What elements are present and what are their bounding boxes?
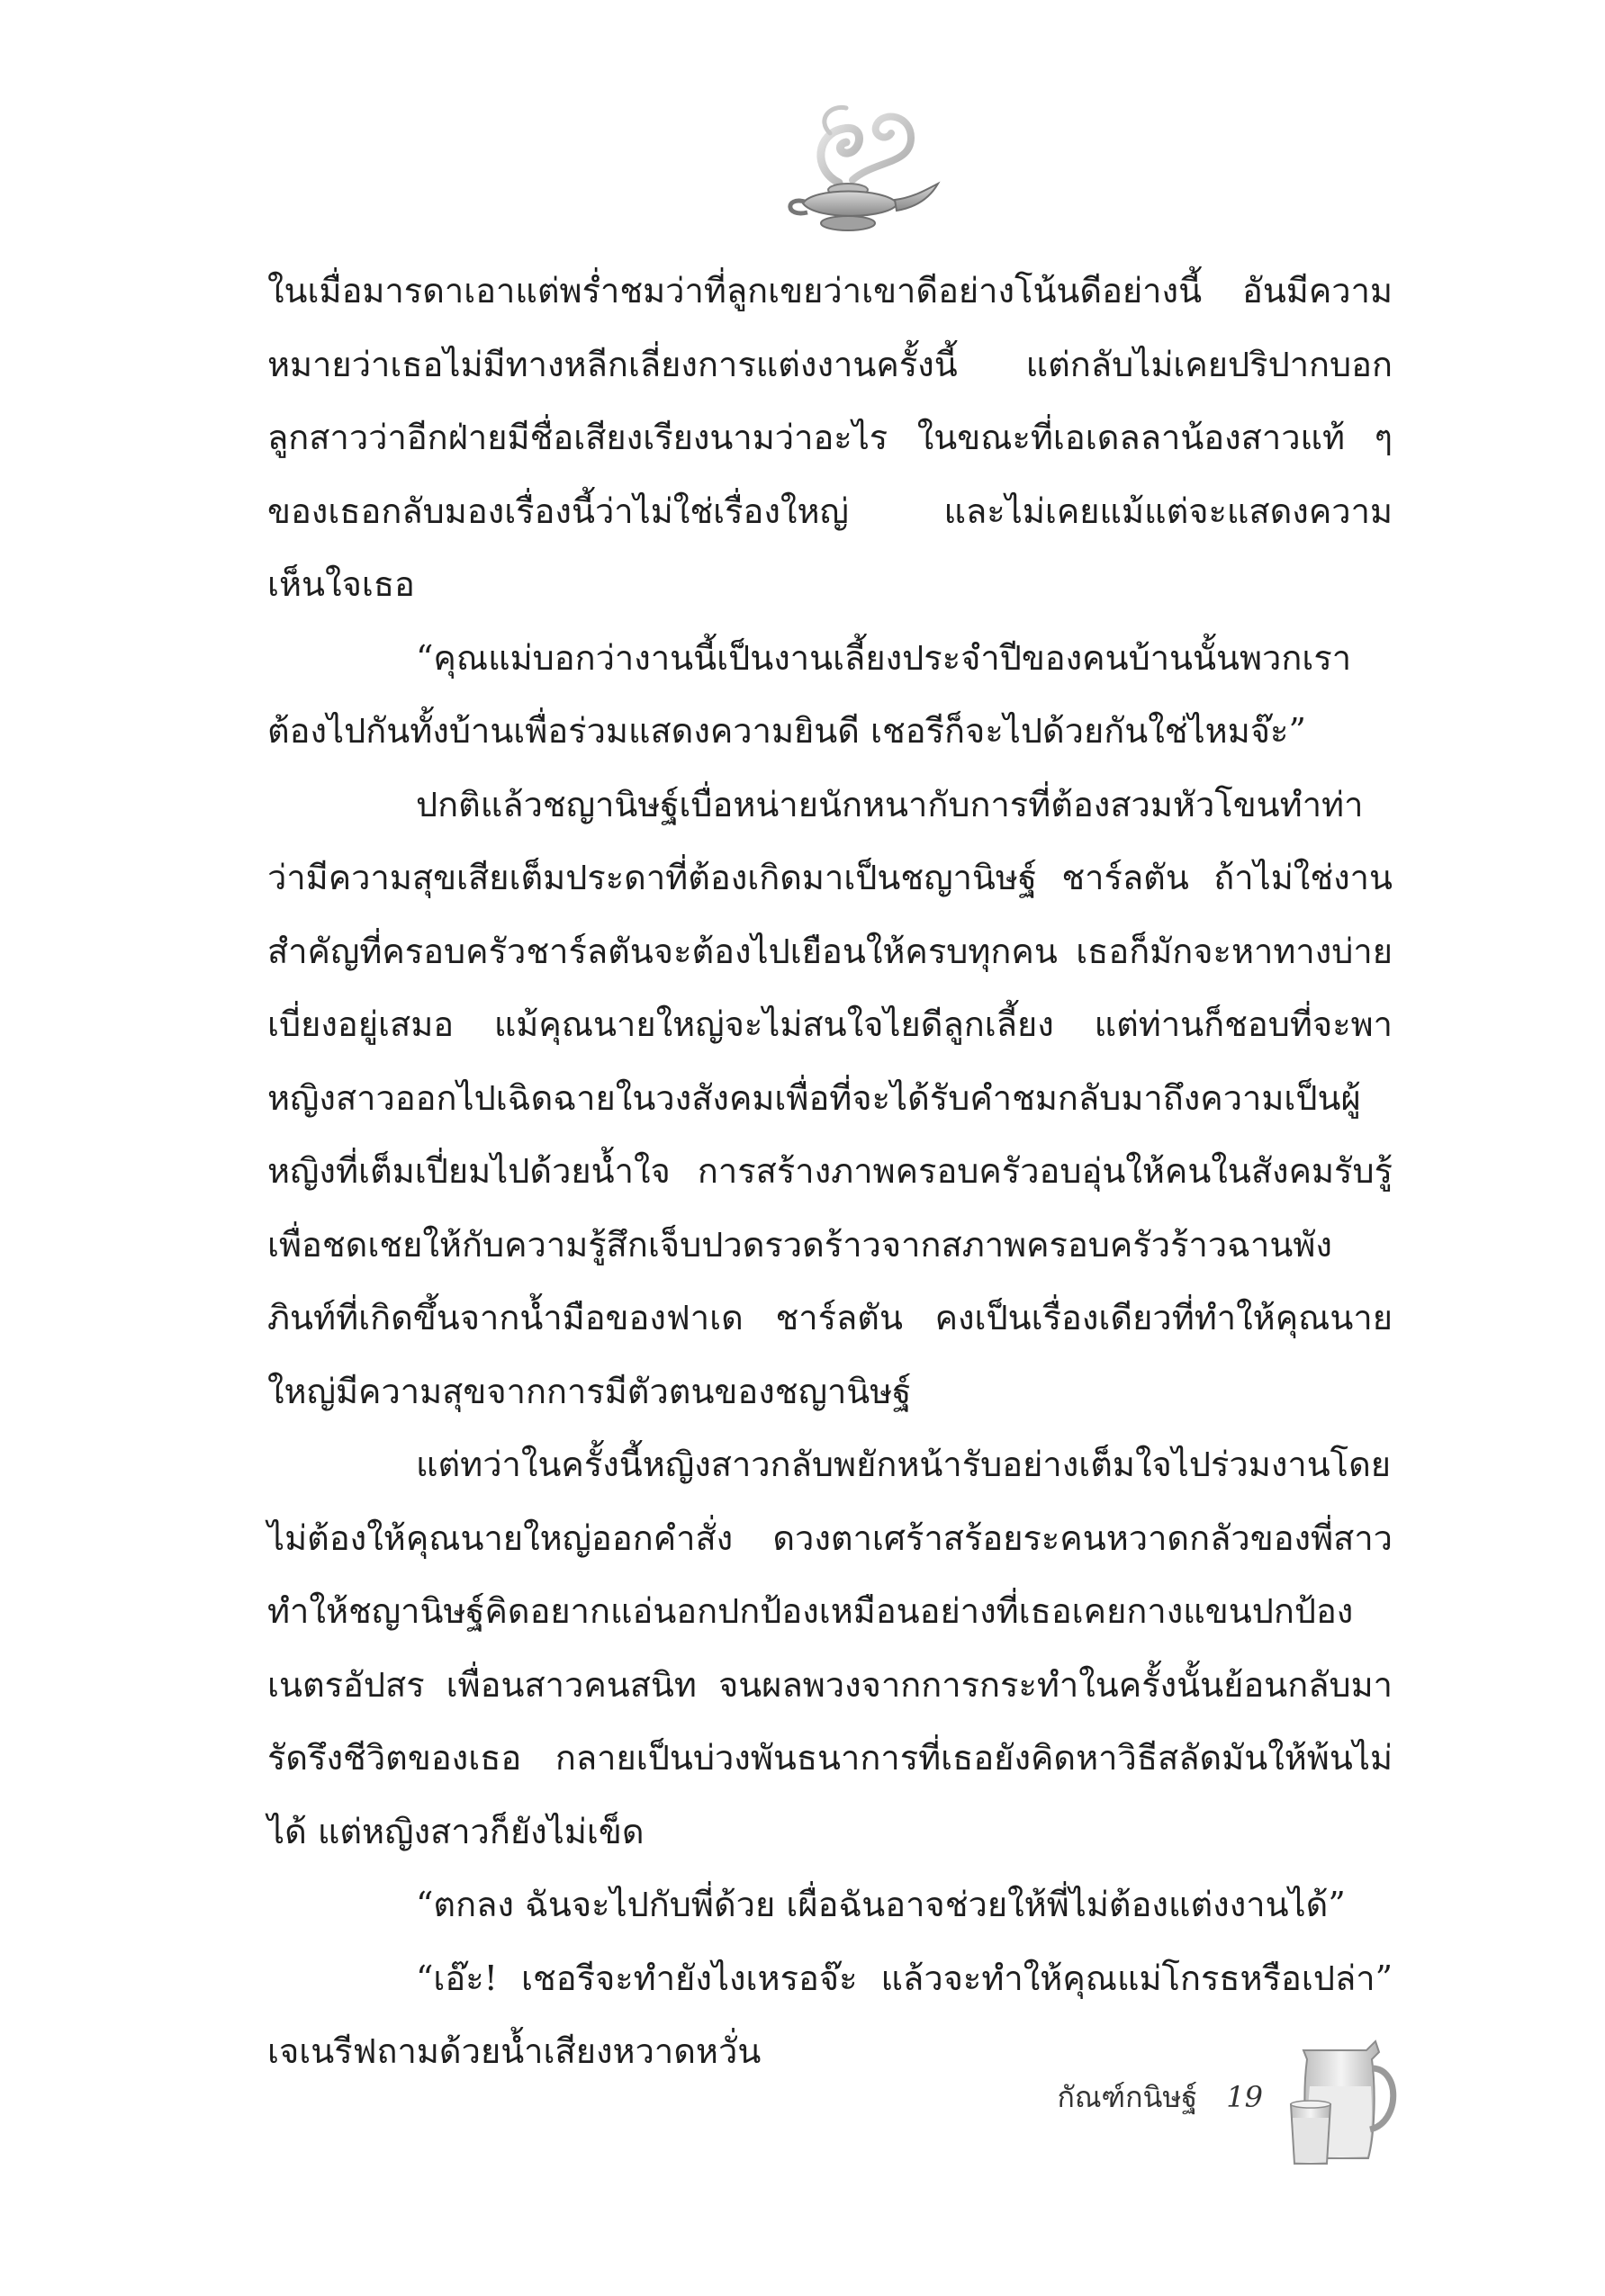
paragraph: แต่ทว่าในครั้งนี้หญิงสาวกลับพยักหน้ารับอย่างเต็มใจไปร่วมงานโดยไม่ต้องให้คุณนายใหญ่ออกคำสั่ง ดวงตาเศร้าสร้อยระคนหวาดกลัวของพี่สาวทำให้ชญานิษฐ์คิดอยากแอ่นอกปกป้องเหมือนอย่างที่เธอเคยกางแขนปกป้องเนตรอัปสร เพื่อนสาวคนสนิท จนผลพวงจากการกระทำในครั้งนั้นย้อนกลับมารัดรึงชีวิตของเธอ กลายเป็นบ่วงพันธนาการที่เธอยังคิดหาวิธีสลัดมันให้พ้นไม่ได้ แต่หญิงสาวก็ยังไม่เข็ด bbox=[267, 1445, 1393, 1851]
milk-pitcher-icon bbox=[1285, 2032, 1401, 2167]
page-number: 19 bbox=[1226, 2080, 1263, 2114]
paragraph: “เอ๊ะ! เชอรีจะทำยังไงเหรอจ๊ะ แล้วจะทำให้คุณแม่โกรธหรือเปล่า” เจเนรีฟถามด้วยน้ำเสียงหวาดหวั่น bbox=[267, 1958, 1393, 2071]
book-title: กัณฑ์กนิษฐ์ bbox=[1057, 2080, 1198, 2114]
paragraph: ในเมื่อมารดาเอาแต่พร่ำชมว่าที่ลูกเขยว่าเขาดีอย่างโน้นดีอย่างนี้ อันมีความหมายว่าเธอไม่มีทางหลีกเลี่ยงการแต่งงานครั้งนี้ แต่กลับไม่เคยปริปากบอกลูกสาวว่าอีกฝ่ายมีชื่อเสียงเรียงนามว่าอะไร ในขณะที่เอเดลลาน้องสาวแท้ ๆ ของเธอกลับมองเรื่องนี้ว่าไม่ใช่เรื่องใหญ่ และไม่เคยแม้แต่จะแสดงความเห็นใจเธอ bbox=[267, 271, 1393, 604]
body-text bbox=[267, 255, 1393, 2089]
paragraph: “ตกลง ฉันจะไปกับพี่ด้วย เผื่อฉันอาจช่วยให้พี่ไม่ต้องแต่งงานได้” bbox=[416, 1885, 1346, 1924]
page-footer bbox=[1057, 2075, 1263, 2120]
paragraph: “คุณแม่บอกว่างานนี้เป็นงานเลี้ยงประจำปีของคนบ้านนั้นพวกเราต้องไปกันทั้งบ้านเพื่อร่วมแสดงความยินดี เชอรีก็จะไปด้วยกันใช่ไหมจ๊ะ” bbox=[267, 637, 1352, 751]
paragraph: ปกติแล้วชญานิษฐ์เบื่อหน่ายนักหนากับการที่ต้องสวมหัวโขนทำท่าว่ามีความสุขเสียเต็มประดาที่ต้องเกิดมาเป็นชญานิษฐ์ ชาร์ลตัน ถ้าไม่ใช่งานสำคัญที่ครอบครัวชาร์ลตันจะต้องไปเยือนให้ครบทุกคน เธอก็มักจะหาทางบ่ายเบี่ยงอยู่เสมอ แม้คุณนายใหญ่จะไม่สนใจไยดีลูกเลี้ยง แต่ท่านก็ชอบที่จะพาหญิงสาวออกไปเฉิดฉายในวงสังคมเพื่อที่จะได้รับคำชมกลับมาถึงความเป็นผู้หญิงที่เต็มเปี่ยมไปด้วยน้ำใจ การสร้างภาพครอบครัวอบอุ่นให้คนในสังคมรับรู้เพื่อชดเชยให้กับความรู้สึกเจ็บปวดรวดร้าวจากสภาพครอบครัวร้าวฉานพังภินท์ที่เกิดขึ้นจากน้ำมือของฟาเด ชาร์ลตัน คงเป็นเรื่องเดียวที่ทำให้คุณนายใหญ่มีความสุขจากการมีตัวตนของชญานิษฐ์ bbox=[267, 784, 1393, 1411]
genie-lamp-icon bbox=[776, 97, 947, 241]
